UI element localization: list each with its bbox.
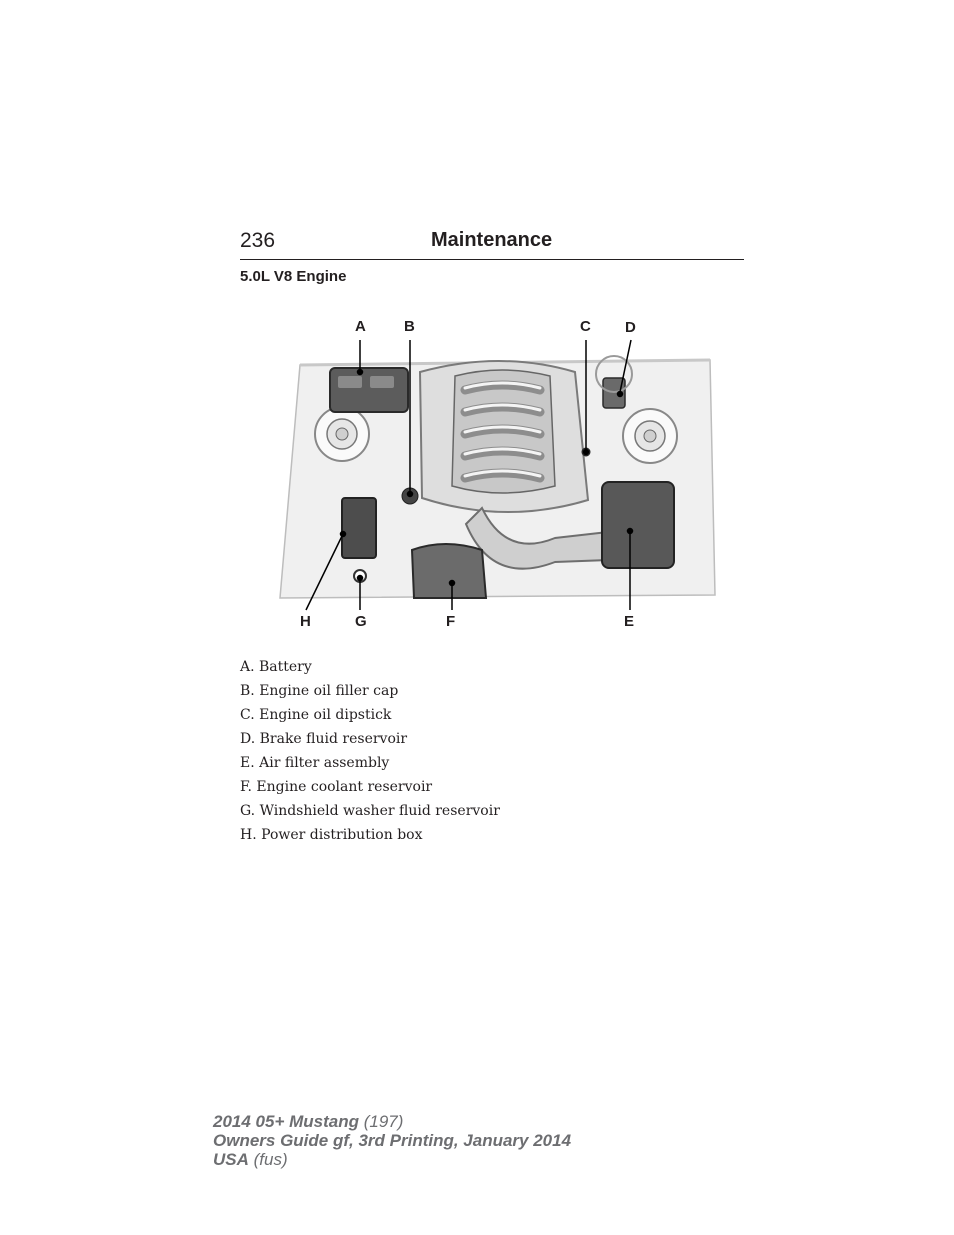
engine-subheading: 5.0L V8 Engine (240, 268, 347, 285)
engine-compartment-diagram (270, 310, 720, 635)
component-legend (240, 657, 500, 849)
footer-model: 2014 05+ Mustang (213, 1112, 359, 1131)
callout-b: B (404, 318, 415, 335)
page-number: 236 (240, 229, 276, 252)
callout-f: F (446, 613, 456, 630)
callout-c: C (580, 318, 591, 335)
document-footer (213, 1112, 571, 1169)
callout-d: D (625, 319, 636, 336)
header-rule (240, 259, 744, 260)
footer-market-code: (fus) (253, 1150, 288, 1169)
legend-item-battery: A. Battery (240, 659, 312, 675)
legend-item-coolant-reservoir: F. Engine coolant reservoir (240, 779, 433, 795)
engine-illustration (270, 310, 720, 635)
callout-h: H (300, 613, 311, 630)
callout-g: G (355, 613, 367, 630)
footer-line-1 (213, 1112, 571, 1131)
callout-e: E (624, 613, 635, 630)
callout-a: A (355, 318, 366, 335)
footer-model-code: (197) (363, 1112, 404, 1131)
footer-market: USA (213, 1150, 249, 1169)
legend-item-oil-dipstick: C. Engine oil dipstick (240, 707, 392, 723)
legend-item-brake-fluid-reservoir: D. Brake fluid reservoir (240, 731, 408, 747)
legend-item-oil-filler-cap: B. Engine oil filler cap (240, 683, 399, 699)
footer-line-3 (213, 1150, 571, 1169)
footer-line-2: Owners Guide gf, 3rd Printing, January 2014 (213, 1131, 572, 1150)
section-title: Maintenance (431, 229, 553, 251)
legend-item-power-distribution-box: H. Power distribution box (240, 827, 423, 843)
legend-item-air-filter: E. Air filter assembly (240, 755, 390, 771)
legend-item-washer-fluid-reservoir: G. Windshield washer fluid reservoir (240, 803, 500, 819)
